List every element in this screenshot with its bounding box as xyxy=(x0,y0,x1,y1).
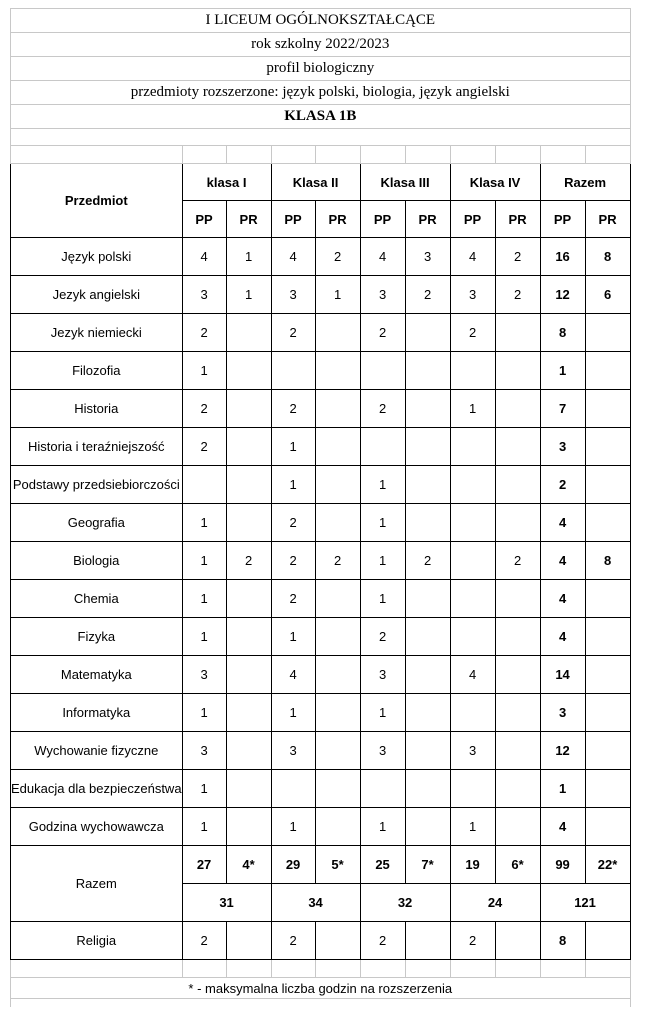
subject-name: Religia xyxy=(11,922,183,960)
hours-cell: 4 xyxy=(450,656,495,694)
hours-cell xyxy=(585,352,630,390)
table-row xyxy=(11,694,631,732)
hours-cell xyxy=(450,580,495,618)
hours-cell: 3 xyxy=(540,694,585,732)
hours-cell: 2 xyxy=(182,922,226,960)
table-row xyxy=(11,770,631,808)
hours-cell: 12 xyxy=(540,276,585,314)
hours-cell xyxy=(315,656,360,694)
razem-cell: 19 xyxy=(450,846,495,884)
hours-cell: 6 xyxy=(585,276,630,314)
hours-cell xyxy=(495,770,540,808)
razem-cell: 6* xyxy=(495,846,540,884)
subject-name: Historia xyxy=(11,390,183,428)
hours-cell: 3 xyxy=(182,276,226,314)
hours-cell xyxy=(315,580,360,618)
hours-cell: 2 xyxy=(271,390,315,428)
hours-cell xyxy=(495,466,540,504)
hours-cell: 2 xyxy=(315,238,360,276)
hours-cell xyxy=(450,466,495,504)
hours-cell: 3 xyxy=(450,276,495,314)
hours-cell: 1 xyxy=(182,770,226,808)
hours-cell: 2 xyxy=(495,238,540,276)
hours-cell: 8 xyxy=(540,922,585,960)
hours-cell: 3 xyxy=(405,238,450,276)
hours-cell: 4 xyxy=(271,656,315,694)
hours-cell: 2 xyxy=(315,542,360,580)
religia-row xyxy=(11,922,631,960)
hours-cell: 2 xyxy=(405,276,450,314)
subject-name: Informatyka xyxy=(11,694,183,732)
hours-cell: 1 xyxy=(182,808,226,846)
hours-cell xyxy=(450,352,495,390)
hours-cell xyxy=(226,504,271,542)
group-header: Klasa IV xyxy=(450,164,540,201)
hours-cell: 3 xyxy=(271,276,315,314)
school-name: I LICEUM OGÓLNOKSZTAŁCĄCE xyxy=(11,9,631,33)
hours-cell xyxy=(405,922,450,960)
hours-cell xyxy=(495,618,540,656)
hours-cell xyxy=(495,352,540,390)
hours-cell xyxy=(585,504,630,542)
table-row xyxy=(11,732,631,770)
hours-cell: 2 xyxy=(405,542,450,580)
hours-cell: 2 xyxy=(495,276,540,314)
hours-cell xyxy=(315,504,360,542)
hours-cell xyxy=(405,656,450,694)
hours-cell xyxy=(495,504,540,542)
hours-cell: 3 xyxy=(182,732,226,770)
hours-cell: 2 xyxy=(182,428,226,466)
hours-cell: 2 xyxy=(495,542,540,580)
group-header: klasa I xyxy=(182,164,271,201)
hours-cell: 3 xyxy=(360,732,405,770)
hours-cell xyxy=(226,390,271,428)
hours-cell: 2 xyxy=(360,314,405,352)
hours-cell xyxy=(405,580,450,618)
hours-cell xyxy=(585,580,630,618)
razem-cell: 99 xyxy=(540,846,585,884)
subject-name: Matematyka xyxy=(11,656,183,694)
razem-cell: 27 xyxy=(182,846,226,884)
hours-cell: 1 xyxy=(271,466,315,504)
hours-cell xyxy=(226,694,271,732)
hours-cell xyxy=(315,922,360,960)
hours-cell xyxy=(585,808,630,846)
hours-cell xyxy=(405,618,450,656)
razem-cell: 25 xyxy=(360,846,405,884)
hours-cell xyxy=(226,466,271,504)
hours-cell: 1 xyxy=(182,352,226,390)
razem-cell: 29 xyxy=(271,846,315,884)
hours-cell: 4 xyxy=(540,580,585,618)
hours-cell xyxy=(405,352,450,390)
subject-name: Jezyk niemiecki xyxy=(11,314,183,352)
hours-cell xyxy=(315,618,360,656)
hours-cell: 1 xyxy=(182,580,226,618)
hours-cell: 1 xyxy=(360,808,405,846)
subject-name: Jezyk angielski xyxy=(11,276,183,314)
hours-cell: 1 xyxy=(271,428,315,466)
hours-cell xyxy=(226,808,271,846)
hours-cell: 4 xyxy=(540,504,585,542)
hours-cell xyxy=(182,466,226,504)
table-row xyxy=(11,656,631,694)
hours-cell xyxy=(585,428,630,466)
table-row xyxy=(11,390,631,428)
hours-cell xyxy=(405,314,450,352)
hours-cell: 1 xyxy=(360,542,405,580)
hours-cell: 1 xyxy=(360,504,405,542)
razem-total-cell: 31 xyxy=(182,884,271,922)
hours-cell: 1 xyxy=(271,694,315,732)
hours-cell xyxy=(495,390,540,428)
hours-cell xyxy=(495,428,540,466)
razem-total-cell: 121 xyxy=(540,884,630,922)
hours-cell xyxy=(450,618,495,656)
razem-cell: 5* xyxy=(315,846,360,884)
hours-cell: 1 xyxy=(450,390,495,428)
hours-cell xyxy=(495,314,540,352)
hours-cell xyxy=(315,390,360,428)
hours-cell: 2 xyxy=(271,504,315,542)
group-header: Klasa II xyxy=(271,164,360,201)
hours-cell xyxy=(585,466,630,504)
hours-cell xyxy=(226,732,271,770)
razem-row xyxy=(11,846,631,884)
hours-cell: 1 xyxy=(271,808,315,846)
hours-cell xyxy=(271,352,315,390)
hours-cell: 1 xyxy=(226,276,271,314)
hours-cell xyxy=(360,352,405,390)
table-row xyxy=(11,618,631,656)
hours-cell: 12 xyxy=(540,732,585,770)
hours-cell xyxy=(226,314,271,352)
pr-header: PR xyxy=(405,201,450,238)
hours-cell xyxy=(405,694,450,732)
hours-cell xyxy=(226,618,271,656)
hours-cell xyxy=(226,352,271,390)
pp-header: PP xyxy=(450,201,495,238)
hours-cell: 14 xyxy=(540,656,585,694)
subject-name: Fizyka xyxy=(11,618,183,656)
hours-cell: 8 xyxy=(585,238,630,276)
hours-cell: 2 xyxy=(182,390,226,428)
hours-cell xyxy=(495,580,540,618)
hours-cell xyxy=(271,770,315,808)
hours-cell: 3 xyxy=(540,428,585,466)
subject-name: Podstawy przedsiebiorczości xyxy=(11,466,183,504)
table-row xyxy=(11,428,631,466)
hours-cell: 1 xyxy=(540,352,585,390)
subject-name: Język polski xyxy=(11,238,183,276)
hours-cell xyxy=(495,808,540,846)
hours-cell: 2 xyxy=(360,922,405,960)
table-row xyxy=(11,542,631,580)
subject-name: Biologia xyxy=(11,542,183,580)
hours-cell: 2 xyxy=(182,314,226,352)
hours-cell: 8 xyxy=(585,542,630,580)
subject-name: Godzina wychowawcza xyxy=(11,808,183,846)
hours-cell xyxy=(495,922,540,960)
pp-header: PP xyxy=(182,201,226,238)
hours-cell: 4 xyxy=(182,238,226,276)
hours-cell: 16 xyxy=(540,238,585,276)
subject-name: Wychowanie fizyczne xyxy=(11,732,183,770)
hours-cell: 1 xyxy=(271,618,315,656)
pr-header: PR xyxy=(315,201,360,238)
table-row xyxy=(11,238,631,276)
hours-cell xyxy=(450,770,495,808)
hours-cell xyxy=(405,808,450,846)
hours-cell xyxy=(226,580,271,618)
hours-cell: 1 xyxy=(540,770,585,808)
hours-cell: 2 xyxy=(450,922,495,960)
blank-row xyxy=(11,999,631,1008)
hours-cell: 2 xyxy=(360,618,405,656)
hours-cell: 1 xyxy=(182,542,226,580)
hours-cell xyxy=(585,922,630,960)
table-row xyxy=(11,352,631,390)
razem-cell: 22* xyxy=(585,846,630,884)
blank-row xyxy=(11,129,631,146)
hours-cell: 4 xyxy=(450,238,495,276)
hours-cell xyxy=(585,656,630,694)
hours-cell xyxy=(585,770,630,808)
hours-cell xyxy=(315,808,360,846)
group-header: Razem xyxy=(540,164,630,201)
blank-grid-row xyxy=(11,960,631,978)
hours-cell xyxy=(405,428,450,466)
hours-cell: 1 xyxy=(182,618,226,656)
hours-cell xyxy=(315,314,360,352)
razem-total-cell: 24 xyxy=(450,884,540,922)
hours-cell: 3 xyxy=(271,732,315,770)
hours-cell: 2 xyxy=(271,314,315,352)
hours-cell: 1 xyxy=(182,694,226,732)
table-row xyxy=(11,580,631,618)
subject-name: Filozofia xyxy=(11,352,183,390)
pr-header: PR xyxy=(585,201,630,238)
hours-cell xyxy=(315,428,360,466)
hours-cell xyxy=(405,732,450,770)
hours-cell: 4 xyxy=(360,238,405,276)
hours-cell xyxy=(585,390,630,428)
hours-cell: 2 xyxy=(360,390,405,428)
hours-cell xyxy=(405,390,450,428)
hours-cell: 1 xyxy=(226,238,271,276)
hours-cell xyxy=(495,656,540,694)
hours-cell: 4 xyxy=(540,808,585,846)
hours-cell: 1 xyxy=(450,808,495,846)
hours-cell xyxy=(405,466,450,504)
group-header: Klasa III xyxy=(360,164,450,201)
hours-cell xyxy=(315,466,360,504)
hours-cell: 3 xyxy=(182,656,226,694)
hours-cell xyxy=(450,694,495,732)
razem-total-cell: 32 xyxy=(360,884,450,922)
razem-cell: 7* xyxy=(405,846,450,884)
hours-cell: 3 xyxy=(360,276,405,314)
hours-cell: 3 xyxy=(360,656,405,694)
hours-cell xyxy=(495,732,540,770)
hours-cell: 3 xyxy=(450,732,495,770)
hours-cell xyxy=(315,770,360,808)
footnote: * - maksymalna liczba godzin na rozszerzenia xyxy=(11,978,631,999)
subject-name: Geografia xyxy=(11,504,183,542)
hours-cell xyxy=(450,504,495,542)
class-title: KLASA 1B xyxy=(11,105,631,129)
hours-cell xyxy=(226,428,271,466)
hours-cell: 4 xyxy=(540,542,585,580)
hours-cell xyxy=(585,618,630,656)
hours-cell: 7 xyxy=(540,390,585,428)
razem-total-cell: 34 xyxy=(271,884,360,922)
hours-cell xyxy=(226,656,271,694)
hours-cell xyxy=(450,428,495,466)
hours-cell: 2 xyxy=(540,466,585,504)
hours-cell xyxy=(585,694,630,732)
profile-name: profil biologiczny xyxy=(11,57,631,81)
extended-subjects: przedmioty rozszerzone: język polski, biologia, język angielski xyxy=(11,81,631,105)
subject-header: Przedmiot xyxy=(11,164,183,238)
hours-cell xyxy=(226,922,271,960)
hours-cell xyxy=(226,770,271,808)
hours-cell xyxy=(315,732,360,770)
hours-cell: 1 xyxy=(360,466,405,504)
hours-cell: 2 xyxy=(271,922,315,960)
table-row xyxy=(11,276,631,314)
subject-name: Edukacja dla bezpieczeństwa xyxy=(11,770,183,808)
hours-cell: 4 xyxy=(271,238,315,276)
hours-cell: 2 xyxy=(226,542,271,580)
school-year: rok szkolny 2022/2023 xyxy=(11,33,631,57)
hours-cell xyxy=(405,770,450,808)
hours-cell: 1 xyxy=(182,504,226,542)
hours-cell xyxy=(495,694,540,732)
hours-cell: 1 xyxy=(360,580,405,618)
table-row xyxy=(11,314,631,352)
hours-cell: 2 xyxy=(450,314,495,352)
pp-header: PP xyxy=(360,201,405,238)
hours-cell xyxy=(450,542,495,580)
pp-header: PP xyxy=(540,201,585,238)
hours-cell xyxy=(360,770,405,808)
pr-header: PR xyxy=(226,201,271,238)
subject-name: Chemia xyxy=(11,580,183,618)
hours-cell: 2 xyxy=(271,542,315,580)
blank-grid-row xyxy=(11,146,631,164)
table-row xyxy=(11,466,631,504)
hours-cell: 1 xyxy=(360,694,405,732)
hours-cell: 2 xyxy=(271,580,315,618)
hours-cell: 4 xyxy=(540,618,585,656)
hours-cell xyxy=(360,428,405,466)
hours-cell: 1 xyxy=(315,276,360,314)
subject-name: Historia i teraźniejszość xyxy=(11,428,183,466)
hours-cell xyxy=(585,732,630,770)
hours-cell: 8 xyxy=(540,314,585,352)
table-row xyxy=(11,504,631,542)
razem-label: Razem xyxy=(11,846,183,922)
hours-cell xyxy=(315,694,360,732)
hours-cell xyxy=(405,504,450,542)
razem-cell: 4* xyxy=(226,846,271,884)
table-row xyxy=(11,808,631,846)
pp-header: PP xyxy=(271,201,315,238)
hours-cell xyxy=(315,352,360,390)
timetable-sheet xyxy=(10,8,631,1007)
pr-header: PR xyxy=(495,201,540,238)
hours-cell xyxy=(585,314,630,352)
